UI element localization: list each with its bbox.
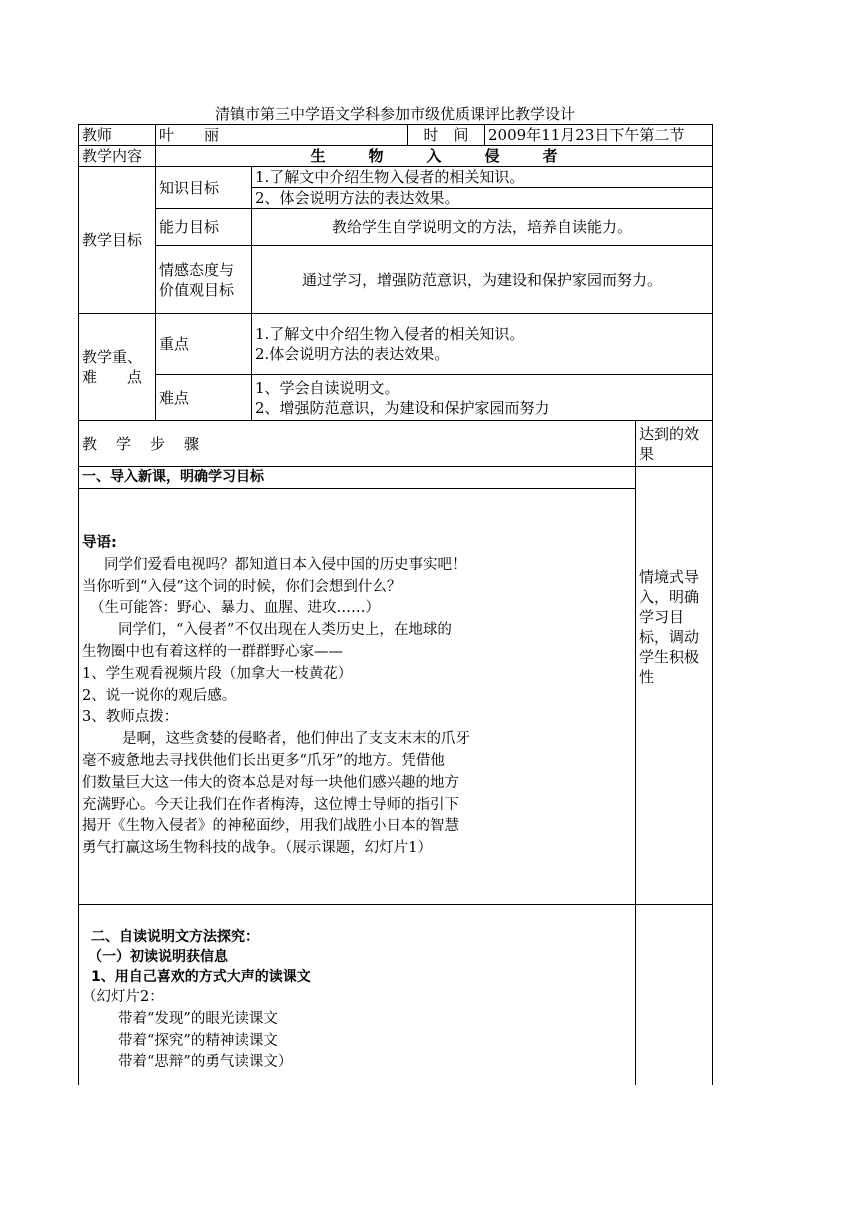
effect-label: 达到的效果 <box>636 421 713 467</box>
body-line: 毫不疲惫地去寻找供他们长出更多“爪牙”的地方。凭借他 <box>82 752 445 769</box>
ability-goal-text: 教给学生自学说明文的方法，培养自读能力。 <box>252 209 713 246</box>
emotion-goal-label <box>156 246 252 314</box>
content-label: 教学内容 <box>79 146 156 167</box>
steps-label: 教 学 步 骤 <box>79 421 636 467</box>
emotion-goal-text: 通过学习，增强防范意识，为建设和保护家园而努力。 <box>252 246 713 314</box>
topic-char: 者 <box>542 147 558 165</box>
teacher-name: 叶 丽 <box>156 125 408 146</box>
topic-char: 入 <box>426 147 442 165</box>
section2-sub1: （一）初读说明获信息 <box>88 949 228 965</box>
body-line: 3、教师点拨： <box>82 709 179 726</box>
body-line: （生可能答：野心、暴力、血腥、进攻……） <box>90 600 380 617</box>
knowledge-goal-label: 知识目标 <box>156 167 252 209</box>
document-title: 清镇市第三中学语文学科参加市级优质课评比教学设计 <box>214 105 575 123</box>
section2-sub2: 1、用自己喜欢的方式大声的读课文 <box>91 969 311 985</box>
focus-label: 重点 <box>156 314 252 375</box>
body-line: 是啊，这些贪婪的侵略者，他们伸出了支支末末的爪牙 <box>122 731 470 748</box>
key-points-label-line: 难 点 <box>82 368 143 386</box>
slide-line: 带着“探究”的精神读课文 <box>118 1032 278 1049</box>
body-line: 生物圈中也有着这样的一群群野心家—— <box>82 643 343 660</box>
body-line: 同学们爱看电视吗？都知道日本入侵中国的历史事实吧！ <box>104 556 467 573</box>
body-line: 勇气打赢这场生物科技的战争。（展示课题，幻灯片1） <box>82 840 432 857</box>
goals-label: 教学目标 <box>79 167 156 314</box>
knowledge-goal-items <box>252 167 713 209</box>
knowledge-item: 2、体会说明方法的表达效果。 <box>255 189 460 207</box>
intro-label: 导语: <box>82 535 117 551</box>
topic-char: 物 <box>368 147 384 165</box>
time-label: 时 间 <box>408 125 485 146</box>
focus-items <box>252 314 713 375</box>
teacher-label: 教师 <box>79 125 156 146</box>
body-line: 们数量巨大这一伟大的资本总是对每一块他们感兴趣的地方 <box>82 774 459 791</box>
section1-cell <box>79 467 636 905</box>
section2-effect <box>636 905 713 1085</box>
difficulty-item: 1、学会自读说明文。 <box>255 378 400 397</box>
body-line: 1、学生观看视频片段（加拿大一枝黄花） <box>82 665 353 682</box>
ability-goal-label: 能力目标 <box>156 209 252 246</box>
difficulty-items <box>252 375 713 421</box>
topic-char: 生 <box>310 147 326 165</box>
topic-char: 侵 <box>484 147 500 165</box>
body-line: 2、说一说你的观后感。 <box>82 687 237 704</box>
lesson-topic <box>156 146 713 167</box>
knowledge-item: 1.了解文中介绍生物入侵者的相关知识。 <box>252 167 712 188</box>
difficulty-item: 2、增强防范意识，为建设和保护家园而努力 <box>255 398 550 417</box>
key-points-label <box>79 314 156 421</box>
emotion-label-line: 价值观目标 <box>159 280 235 299</box>
section1-heading: 一、导入新课，明确学习目标 <box>79 467 635 489</box>
section2-heading: 二、自读说明文方法探究： <box>91 929 259 945</box>
emotion-label-line: 情感态度与 <box>159 260 235 279</box>
body-line: 揭开《生物入侵者》的神秘面纱，用我们战胜小日本的智慧 <box>82 818 459 835</box>
slide-line: 带着“发现”的眼光读课文 <box>118 1010 278 1027</box>
time-value: 2009年11月23日下午第二节 <box>485 125 713 146</box>
slide-label: （幻灯片2： <box>82 989 164 1005</box>
body-line: 充满野心。今天让我们在作者梅涛，这位博士导师的指引下 <box>82 796 459 813</box>
lesson-plan-table <box>78 124 713 1085</box>
focus-item: 1.了解文中介绍生物入侵者的相关知识。 <box>255 325 525 343</box>
slide-line: 带着“思辩”的勇气读课文） <box>118 1054 293 1071</box>
section2-cell <box>79 905 636 1085</box>
difficulty-label: 难点 <box>156 375 252 421</box>
focus-item: 2.体会说明方法的表达效果。 <box>255 345 450 363</box>
body-line: 同学们，“入侵者”不仅出现在人类历史上，在地球的 <box>118 622 452 639</box>
section1-effect: 情境式导入，明确学习目标，调动学生积极性 <box>636 467 713 905</box>
key-points-label-line: 教学重、 <box>82 348 143 366</box>
body-line: 当你听到“入侵”这个词的时候，你们会想到什么？ <box>82 578 402 595</box>
